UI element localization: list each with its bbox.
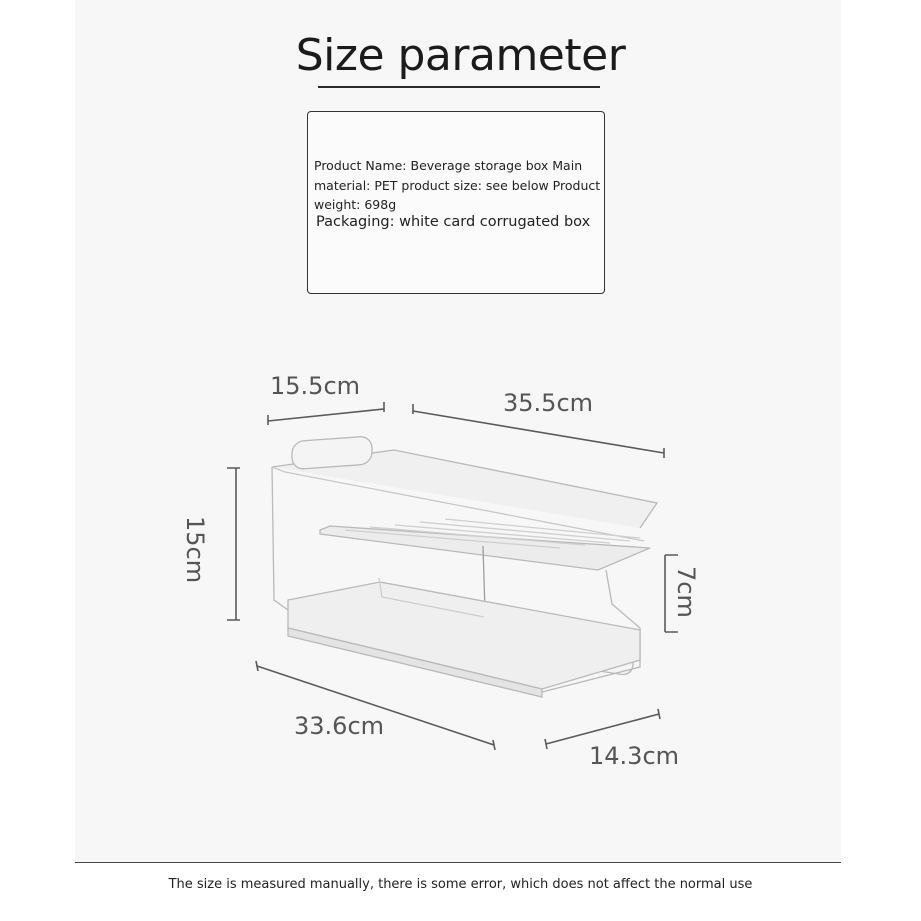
footer-divider — [75, 862, 841, 863]
dimension-label-top-length: 35.5cm — [503, 389, 594, 417]
dimension-label-shelf-height: 7cm — [672, 566, 700, 618]
footer-note: The size is measured manually, there is some error, which does not affect the normal use — [168, 877, 753, 892]
dimension-label-top-depth: 15.5cm — [270, 372, 361, 400]
dimension-label-bottom-depth: 14.3cm — [589, 742, 680, 770]
storage-box — [272, 436, 657, 697]
packaging-text: Packaging: white card corrugated box — [316, 214, 591, 230]
product-info-text: Product Name: Beverage storage box Main material: PET product size: see below Product weight: 698g — [314, 158, 601, 212]
page-title: Size parameter — [295, 30, 626, 81]
dimension-label-height: 15cm — [181, 516, 209, 584]
dimension-label-bottom-length: 33.6cm — [294, 712, 385, 740]
